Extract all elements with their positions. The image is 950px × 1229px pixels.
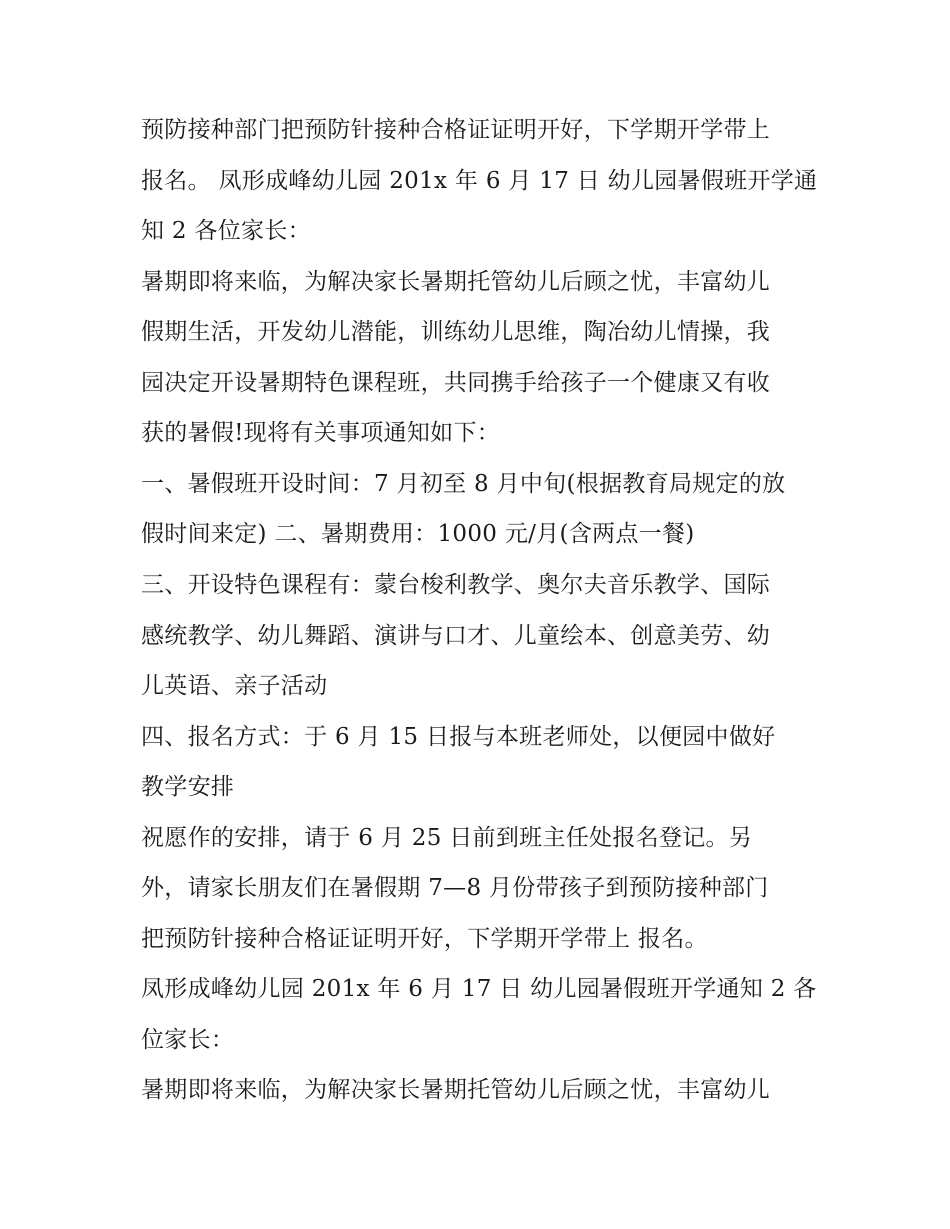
text-line: 儿英语、亲子活动 [141, 673, 328, 699]
text-line: 祝愿作的安排，请于 6 月 25 日前到班主任处报名登记。另 [141, 825, 753, 851]
text-line: 暑期即将来临，为解决家长暑期托管幼儿后顾之忧，丰富幼儿 [141, 1077, 771, 1103]
text-line: 假时间来定) 二、暑期费用：1000 元/月(含两点一餐) [141, 521, 695, 547]
text-line: 暑期即将来临，为解决家长暑期托管幼儿后顾之忧，丰富幼儿 [141, 269, 771, 295]
text-line: 三、开设特色课程有：蒙台梭利教学、奥尔夫音乐教学、国际 [141, 572, 771, 598]
text-line: 四、报名方式：于 6 月 15 日报与本班老师处，以便园中做好 [141, 724, 776, 750]
text-line: 假期生活，开发幼儿潜能，训练幼儿思维，陶冶幼儿情操，我 [141, 319, 771, 345]
text-line: 把预防针接种合格证证明开好，下学期开学带上 报名。 [141, 926, 708, 952]
text-line: 园决定开设暑期特色课程班，共同携手给孩子一个健康又有收 [141, 370, 771, 396]
text-line: 位家长： [141, 1027, 235, 1053]
text-line: 一、暑假班开设时间：7 月初至 8 月中旬(根据教育局规定的放 [141, 471, 786, 497]
text-line: 获的暑假!现将有关事项通知如下： [141, 420, 501, 446]
text-line: 教学安排 [141, 774, 235, 800]
text-line: 感统教学、幼儿舞蹈、演讲与口才、儿童绘本、创意美劳、幼 [141, 623, 771, 649]
text-line: 知 2 各位家长： [141, 218, 311, 244]
text-line: 报名。 凤形成峰幼儿园 201x 年 6 月 17 日 幼儿园暑假班开学通 [141, 168, 818, 194]
text-line: 预防接种部门把预防针接种合格证证明开好，下学期开学带上 [141, 117, 771, 143]
text-line: 凤形成峰幼儿园 201x 年 6 月 17 日 幼儿园暑假班开学通知 2 各 [141, 976, 817, 1002]
text-line: 外，请家长朋友们在暑假期 7—8 月份带孩子到预防接种部门 [141, 875, 769, 901]
